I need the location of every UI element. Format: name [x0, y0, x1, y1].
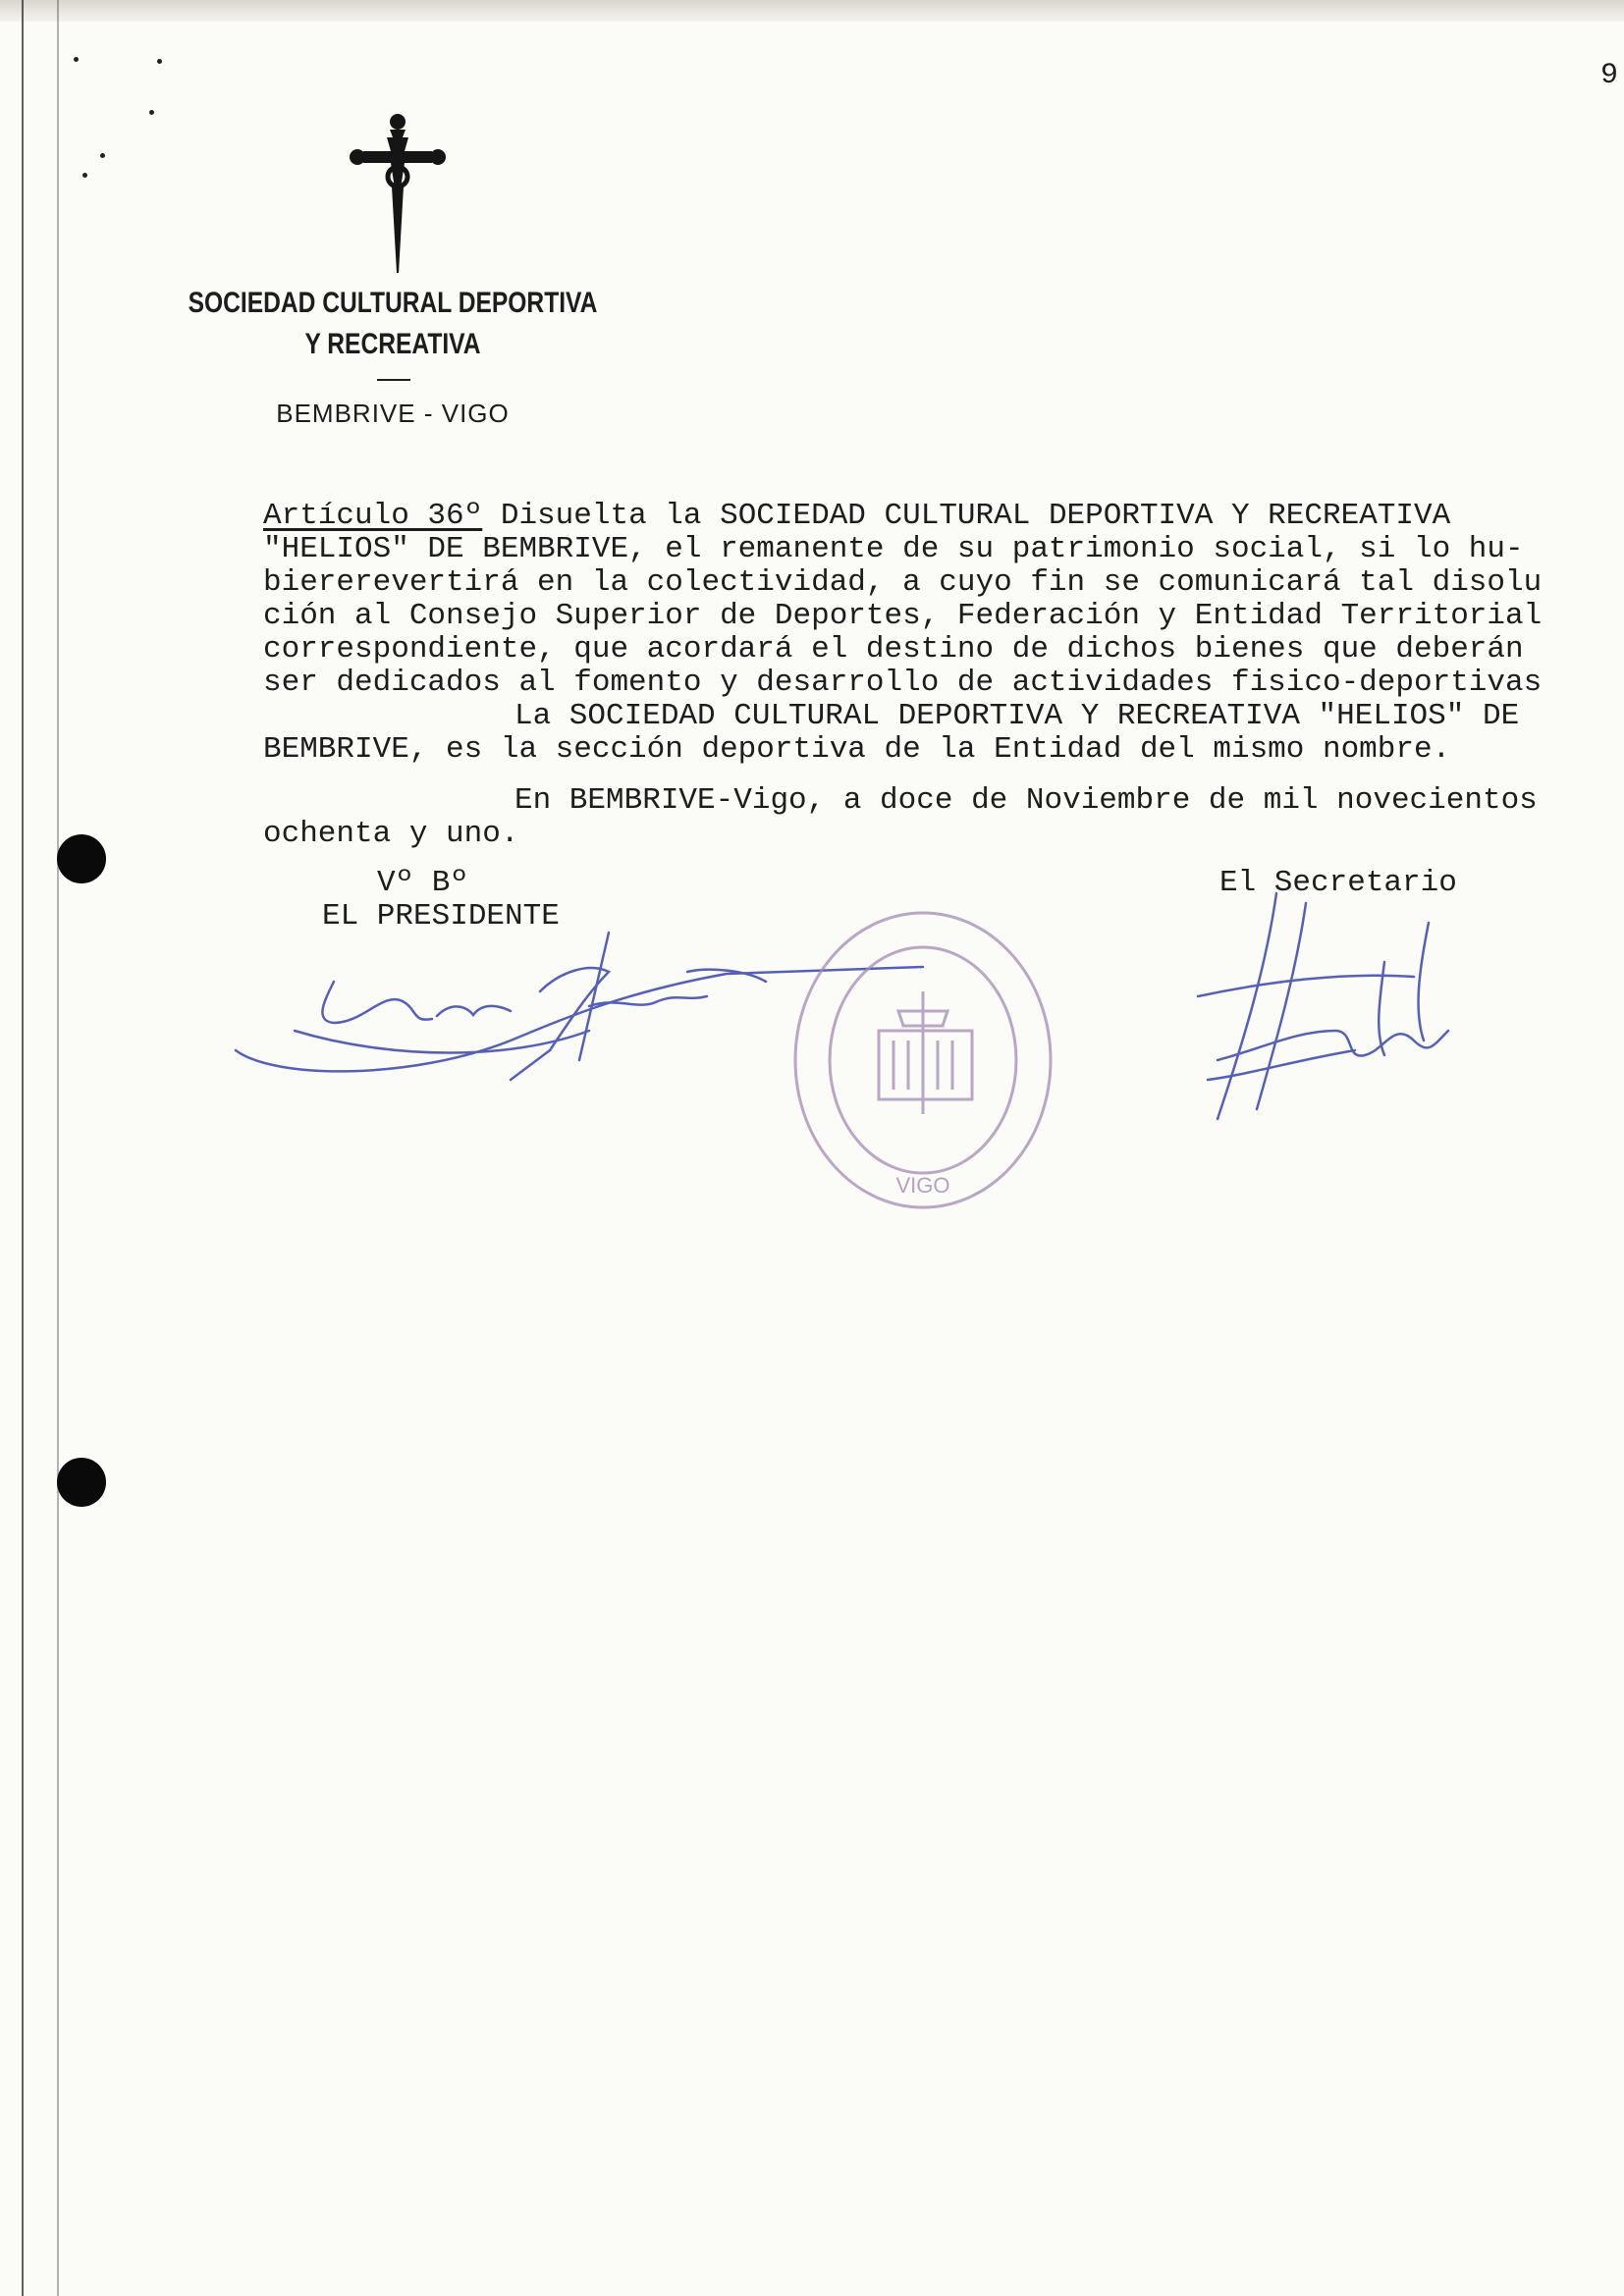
- page-top-edge: [0, 0, 1624, 22]
- body-line-3: biererevertirá en la colectividad, a cuyo fin se comunicará tal disolu: [263, 565, 1543, 600]
- punch-hole-top: [57, 834, 106, 883]
- body-line-8: BEMBRIVE, es la sección deportiva de la Entidad del mismo nombre.: [263, 732, 1451, 767]
- letterhead-city: BEMBRIVE - VIGO: [276, 399, 510, 428]
- cross-of-santiago-icon: [344, 108, 452, 275]
- paper-speck: [149, 110, 154, 115]
- body-line-2: "HELIOS" DE BEMBRIVE, el remanente de su patrimonio social, si lo hu-: [263, 532, 1524, 566]
- society-stamp: [785, 903, 1060, 1217]
- body-line-6: ser dedicados al fomento y desarrollo de actividades fisico-deportivas: [263, 666, 1543, 700]
- page-number: 9: [1600, 59, 1619, 92]
- paper-speck: [100, 153, 105, 158]
- margin-line-inner: [57, 0, 59, 2296]
- body-line-7: La SOCIEDAD CULTURAL DEPORTIVA Y RECREATIVA "HELIOS" DE: [514, 699, 1520, 733]
- vobo-label: Vº Bº: [377, 866, 469, 900]
- secretary-signature: [1188, 883, 1463, 1139]
- letterhead-name-line2: Y RECREATIVA: [304, 328, 481, 360]
- paper-speck: [157, 59, 162, 64]
- body-line-9: En BEMBRIVE-Vigo, a doce de Noviembre de mil novecientos: [514, 783, 1538, 818]
- secretary-title: El Secretario: [1219, 866, 1457, 900]
- punch-hole-bottom: [57, 1458, 106, 1507]
- paper-speck: [82, 173, 87, 178]
- article-line1-text: Disuelta la SOCIEDAD CULTURAL DEPORTIVA Y RECREATIVA: [482, 499, 1451, 533]
- paper-speck: [74, 57, 79, 62]
- body-line-1: [263, 501, 1450, 531]
- letterhead-name-line1: SOCIEDAD CULTURAL DEPORTIVA: [188, 287, 598, 319]
- body-line-4: ción al Consejo Superior de Deportes, Federación y Entidad Territorial: [263, 599, 1543, 633]
- stamp-text: VIGO: [895, 1173, 950, 1198]
- body-line-5: correspondiente, que acordará el destino de dichos bienes que deberán: [263, 632, 1524, 667]
- margin-line-left: [22, 0, 24, 2296]
- article-label: Artículo 36º: [263, 499, 483, 533]
- letterhead-divider: [377, 379, 410, 381]
- president-title: EL PRESIDENTE: [322, 899, 560, 934]
- body-line-10: ochenta y uno.: [263, 817, 519, 851]
